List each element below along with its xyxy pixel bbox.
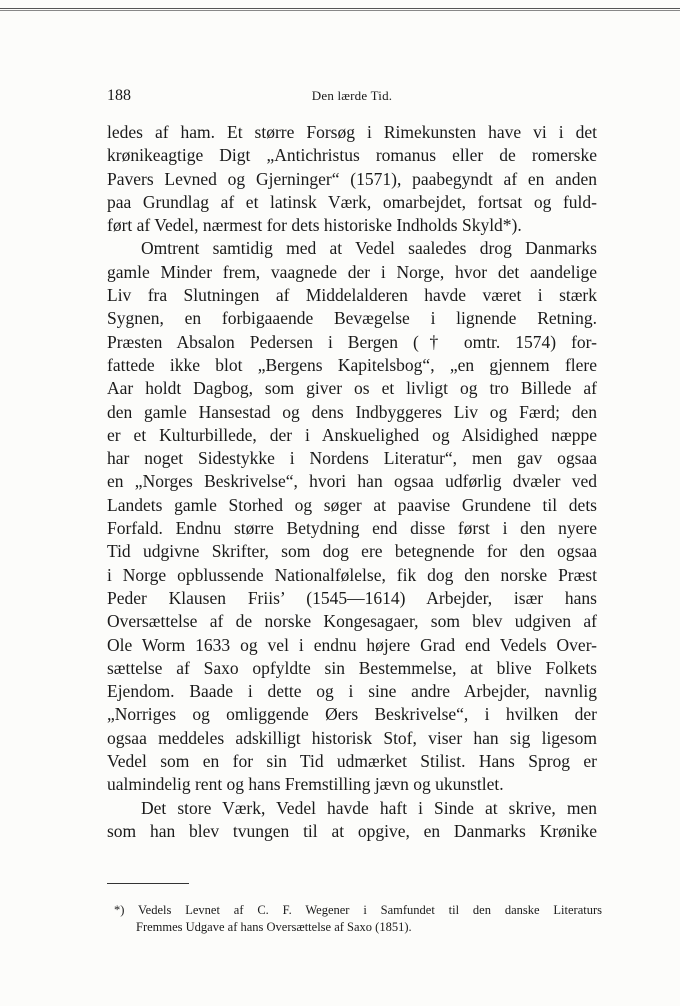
- text-line: har noget Sidestykke i Nordens Literatur“, men gav ogsaa: [107, 448, 597, 469]
- text-line: Oversættelse af de norske Kongesagaer, som blev udgiven af: [107, 611, 597, 632]
- footnote: [114, 902, 602, 936]
- text-line: ualmindelig rent og hans Fremstilling jævn og ukunstlet.: [107, 774, 504, 795]
- text-line: Pavers Levned og Gjerninger“ (1571), paabegyndt af en anden: [107, 168, 597, 189]
- text-line: krønikeagtige Digt „Antichristus romanus eller de romerske: [107, 145, 597, 166]
- text-line: Ejendom. Baade i dette og i sine andre Arbejder, navnlig: [107, 681, 597, 702]
- text-line: fattede ikke blot „Bergens Kapitelsbog“, „en gjennem flere: [107, 354, 597, 375]
- text-line: Landets gamle Storhed og søger at paavise Grundene til dets: [107, 494, 597, 515]
- text-line: en „Norges Beskrivelse“, hvori han ogsaa udførlig dvæler ved: [107, 471, 597, 492]
- text-line: paa Grundlag af et latinsk Værk, omarbejdet, fortsat og fuld-: [107, 191, 597, 212]
- text-line: Sygnen, en forbigaaende Bevægelse i lignende Retning.: [107, 308, 597, 329]
- text-line: Peder Klausen Friis’ (1545—1614) Arbejder, især hans: [107, 587, 597, 608]
- text-line: Forfald. Endnu større Betydning end disse først i den nyere: [107, 518, 597, 539]
- text-line: Aar holdt Dagbog, som giver os et livligt og tro Billede af: [107, 378, 597, 399]
- text-line: er et Kulturbillede, der i Anskuelighed og Alsidighed næppe: [107, 424, 597, 445]
- text-line: sættelse af Saxo opfyldte sin Bestemmelse, at blive Folkets: [107, 657, 597, 678]
- footnote-line: *) Vedels Levnet af C. F. Wegener i Samfundet til den danske Literaturs: [114, 903, 602, 917]
- text-line: ledes af ham. Et større Forsøg i Rimekunsten have vi i det: [107, 122, 597, 142]
- text-line: Tid udgivne Skrifter, som dog ere betegnende for den ogsaa: [107, 541, 597, 562]
- text-line: Liv fra Slutningen af Middelalderen havde været i stærk: [107, 285, 597, 306]
- text-line: ogsaa meddeles adskilligt historisk Stof, viser han sig ligesom: [107, 727, 597, 748]
- text-line: Ole Worm 1633 og vel i endnu højere Grad end Vedels Over-: [107, 634, 597, 655]
- text-line: Præsten Absalon Pedersen i Bergen († omtr. 1574) for-: [107, 331, 597, 352]
- running-head: Den lærde Tid.: [311, 88, 393, 103]
- text-line: „Norriges og omliggende Øers Beskrivelse“, i hvilken der: [107, 704, 597, 725]
- top-border-rule: [0, 8, 680, 11]
- text-line: Det store Værk, Vedel havde haft i Sinde at skrive, men: [141, 797, 597, 818]
- body-text: [107, 121, 597, 843]
- text-line: Omtrent samtidig med at Vedel saaledes drog Danmarks: [141, 238, 597, 259]
- page-header: [107, 87, 597, 109]
- text-line: gamle Minder frem, vaagnede der i Norge, hvor det aandelige: [107, 261, 597, 282]
- footnote-line: Fremmes Udgave af hans Oversættelse af Saxo (1851).: [136, 920, 412, 934]
- text-line: ført af Vedel, nærmest for dets historiske Indholds Skyld*).: [107, 215, 522, 236]
- text-line: den gamle Hansestad og dens Indbyggeres Liv og Færd; den: [107, 401, 597, 422]
- text-line: Vedel som en for sin Tid udmærket Stilist. Hans Sprog er: [107, 751, 597, 772]
- footnote-separator: [107, 883, 189, 884]
- page-number: 188: [107, 87, 131, 104]
- text-line: i Norge opblussende Nationalfølelse, fik dog den norske Præst: [107, 564, 597, 585]
- text-line: som han blev tvungen til at opgive, en Danmarks Krønike: [107, 820, 597, 841]
